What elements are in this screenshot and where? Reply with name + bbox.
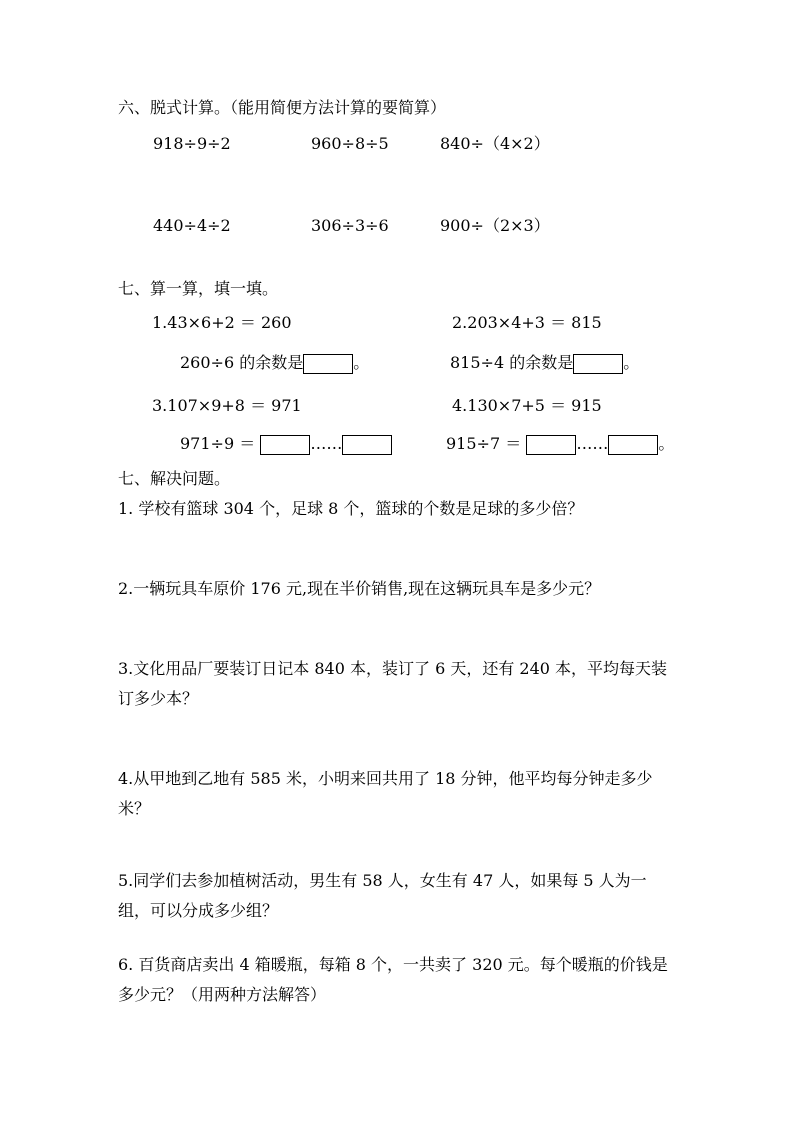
remainder-box[interactable] bbox=[608, 435, 658, 455]
question-suffix: 。 bbox=[623, 353, 640, 372]
word-problem: 2.一辆玩具车原价 176 元,现在半价销售,现在这辆玩具车是多少元？ bbox=[118, 579, 601, 598]
equation: 4.130×7+5 ＝ 915 bbox=[452, 396, 602, 415]
word-problem: 6. 百货商店卖出 4 箱暖瓶，每箱 8 个，一共卖了 320 元。每个暖瓶的价钱是多少元？（用两种方法解答） bbox=[118, 955, 668, 1004]
remainder-question bbox=[450, 353, 639, 374]
division-question bbox=[446, 434, 674, 455]
remainder-box[interactable] bbox=[342, 435, 392, 455]
answer-box[interactable] bbox=[573, 354, 623, 374]
question-suffix: 。 bbox=[658, 434, 675, 453]
quotient-box[interactable] bbox=[526, 435, 576, 455]
equation: 2.203×4+3 ＝ 815 bbox=[452, 313, 602, 332]
equation: 1.43×6+2 ＝ 260 bbox=[152, 313, 292, 332]
word-problem: 3.文化用品厂要装订日记本 840 本，装订了 6 天，还有 240 本，平均每天装订多少本？ bbox=[118, 659, 668, 708]
word-problem: 4.从甲地到乙地有 585 米，小明来回共用了 18 分钟，他平均每分钟走多少米？ bbox=[118, 769, 653, 818]
section7b-heading: 七、解决问题。 bbox=[118, 469, 231, 488]
question-text: 915÷7 ＝ bbox=[446, 434, 522, 453]
question-suffix: 。 bbox=[353, 353, 370, 372]
equation: 3.107×9+8 ＝ 971 bbox=[152, 396, 302, 415]
section6-heading: 六、脱式计算。（能用简便方法计算的要简算） bbox=[118, 98, 447, 117]
answer-box[interactable] bbox=[303, 354, 353, 374]
calc-expression: 840÷（4×2） bbox=[440, 134, 550, 153]
question-text: 815÷4 的余数是 bbox=[450, 353, 574, 372]
calc-expression: 900÷（2×3） bbox=[440, 216, 550, 235]
calc-expression: 960÷8÷5 bbox=[311, 134, 389, 153]
word-problem: 1. 学校有篮球 304 个，足球 8 个，篮球的个数是足球的多少倍？ bbox=[118, 499, 584, 518]
dots: …… bbox=[310, 434, 343, 453]
question-text: 260÷6 的余数是 bbox=[180, 353, 304, 372]
remainder-question bbox=[180, 353, 369, 374]
calc-expression: 918÷9÷2 bbox=[153, 134, 231, 153]
dots: …… bbox=[576, 434, 609, 453]
section7a-heading: 七、算一算，填一填。 bbox=[118, 279, 279, 298]
division-question bbox=[180, 434, 392, 455]
word-problem: 5.同学们去参加植树活动，男生有 58 人，女生有 47 人，如果每 5 人为一组，可以分成多少组？ bbox=[118, 871, 647, 920]
question-text: 971÷9 ＝ bbox=[180, 434, 256, 453]
quotient-box[interactable] bbox=[260, 435, 310, 455]
calc-expression: 440÷4÷2 bbox=[153, 216, 231, 235]
calc-expression: 306÷3÷6 bbox=[311, 216, 389, 235]
